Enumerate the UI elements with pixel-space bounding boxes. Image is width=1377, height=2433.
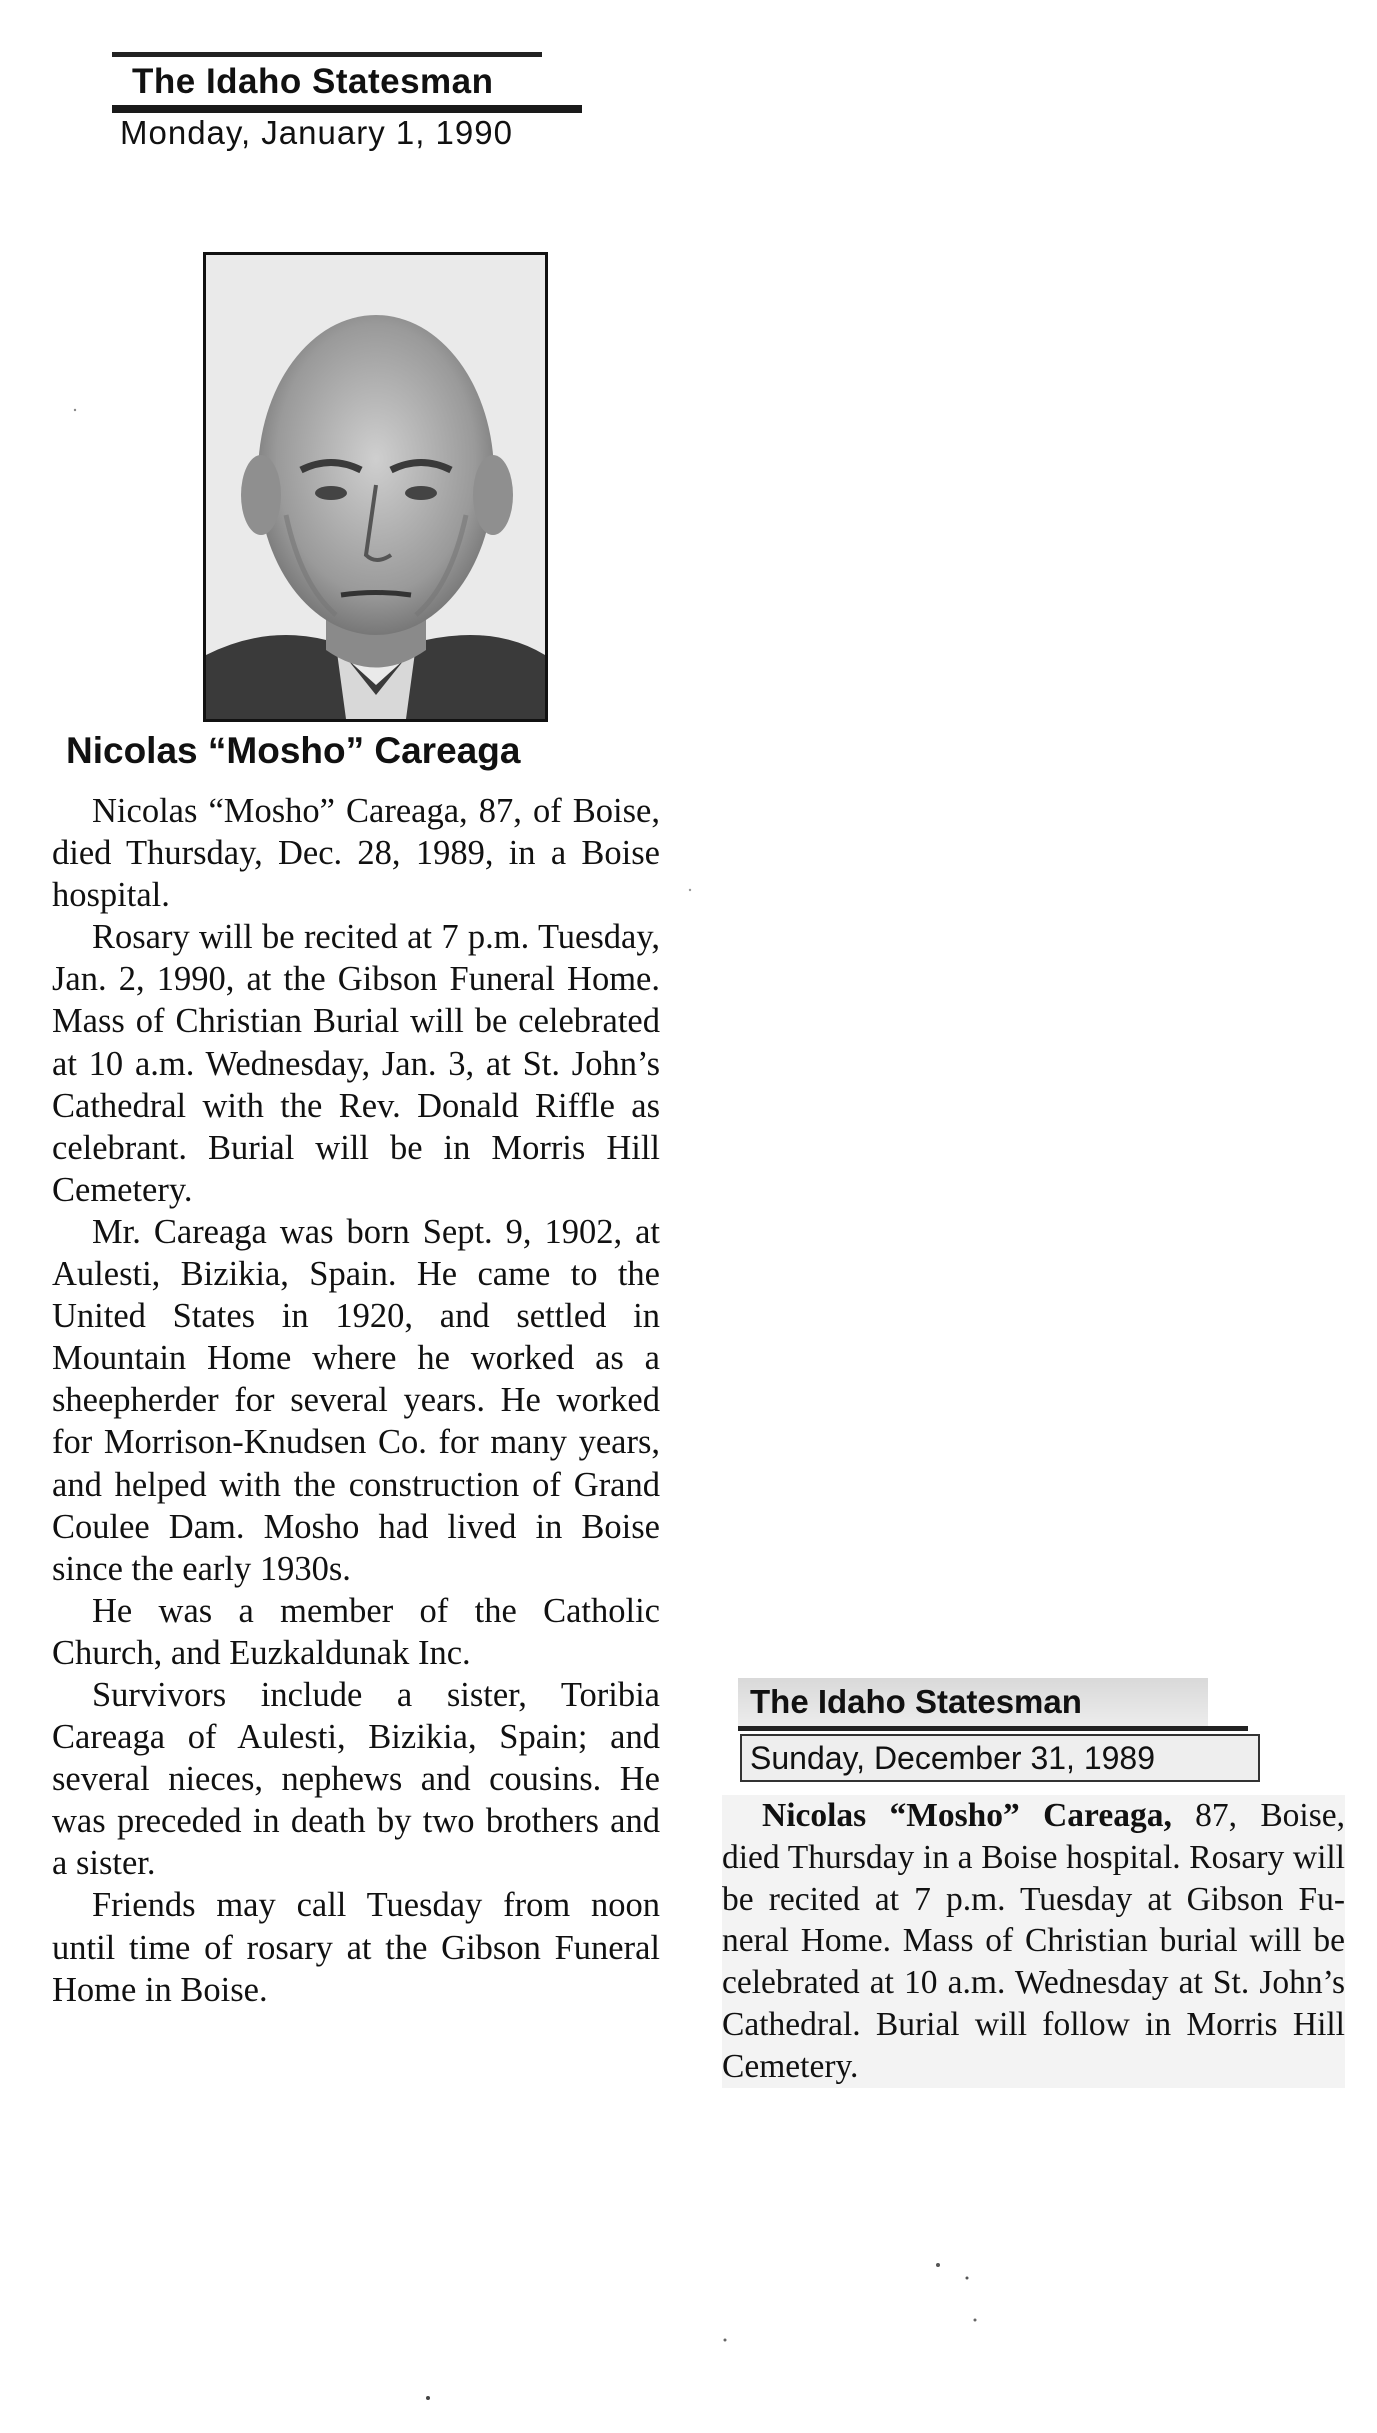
publication-date: Sunday, December 31, 1989	[750, 1740, 1155, 1776]
obituary-paragraph: Rosary will be recited at 7 p.m. Tuesday, Jan. 2, 1990, at the Gibson Funeral Home. Mass of Christian Burial will be celebrated at 10 a.m. Wednesday, Jan. 3, at St. John’s Cathedral with the Rev. Donald Riffle as celebrant. Burial will be in Morris Hill Cemetery.	[52, 918, 660, 1209]
obituary-paragraph: Friends may call Tuesday from noon until time of rosary at the Gibson Funeral Home in Boise.	[52, 1886, 660, 2009]
brief-text: 87, Boise, died Thursday in a Boise hospital. Rosary will be recited at 7 p.m. Tuesday at Gibson Funeral Home. Mass of Christian burial will be celebrated at 10 a.m. Wednesday at St. John’s Cathedral. Burial will follow in Morris Hill Cemetery.	[722, 1797, 1346, 2085]
obituary-heading: Nicolas “Mosho” Careaga	[66, 730, 521, 771]
publication-date: Monday, January 1, 1990	[120, 114, 513, 151]
obituary-paragraph: He was a member of the Catholic Church, and Euzkaldunak Inc.	[52, 1591, 660, 1672]
newspaper-name: The Idaho Statesman	[750, 1683, 1082, 1720]
brief-lead: Nicolas “Mosho” Careaga,	[762, 1797, 1172, 1834]
obituary-paragraph: Survivors include a sister, Toribia Careaga of Aulesti, Bizikia, Spain; and several nieces, nephews and cousins. He was preceded in death by two brothers and a sister.	[52, 1675, 660, 1883]
newspaper-name: The Idaho Statesman	[132, 62, 494, 101]
obituary-paragraph: Nicolas “Mosho” Careaga, 87, of Boise, died Thursday, Dec. 28, 1989, in a Boise hospital.	[52, 792, 660, 915]
obituary-paragraph: Mr. Careaga was born Sept. 9, 1902, at Aulesti, Bizikia, Spain. He came to the United States in 1920, and settled in Mountain Home where he worked as a sheepherder for several years. He worked for Morrison-Knudsen Co. for many years, and helped with the construction of Grand Coulee Dam. Mosho had lived in Boise since the early 1930s.	[52, 1212, 660, 1588]
